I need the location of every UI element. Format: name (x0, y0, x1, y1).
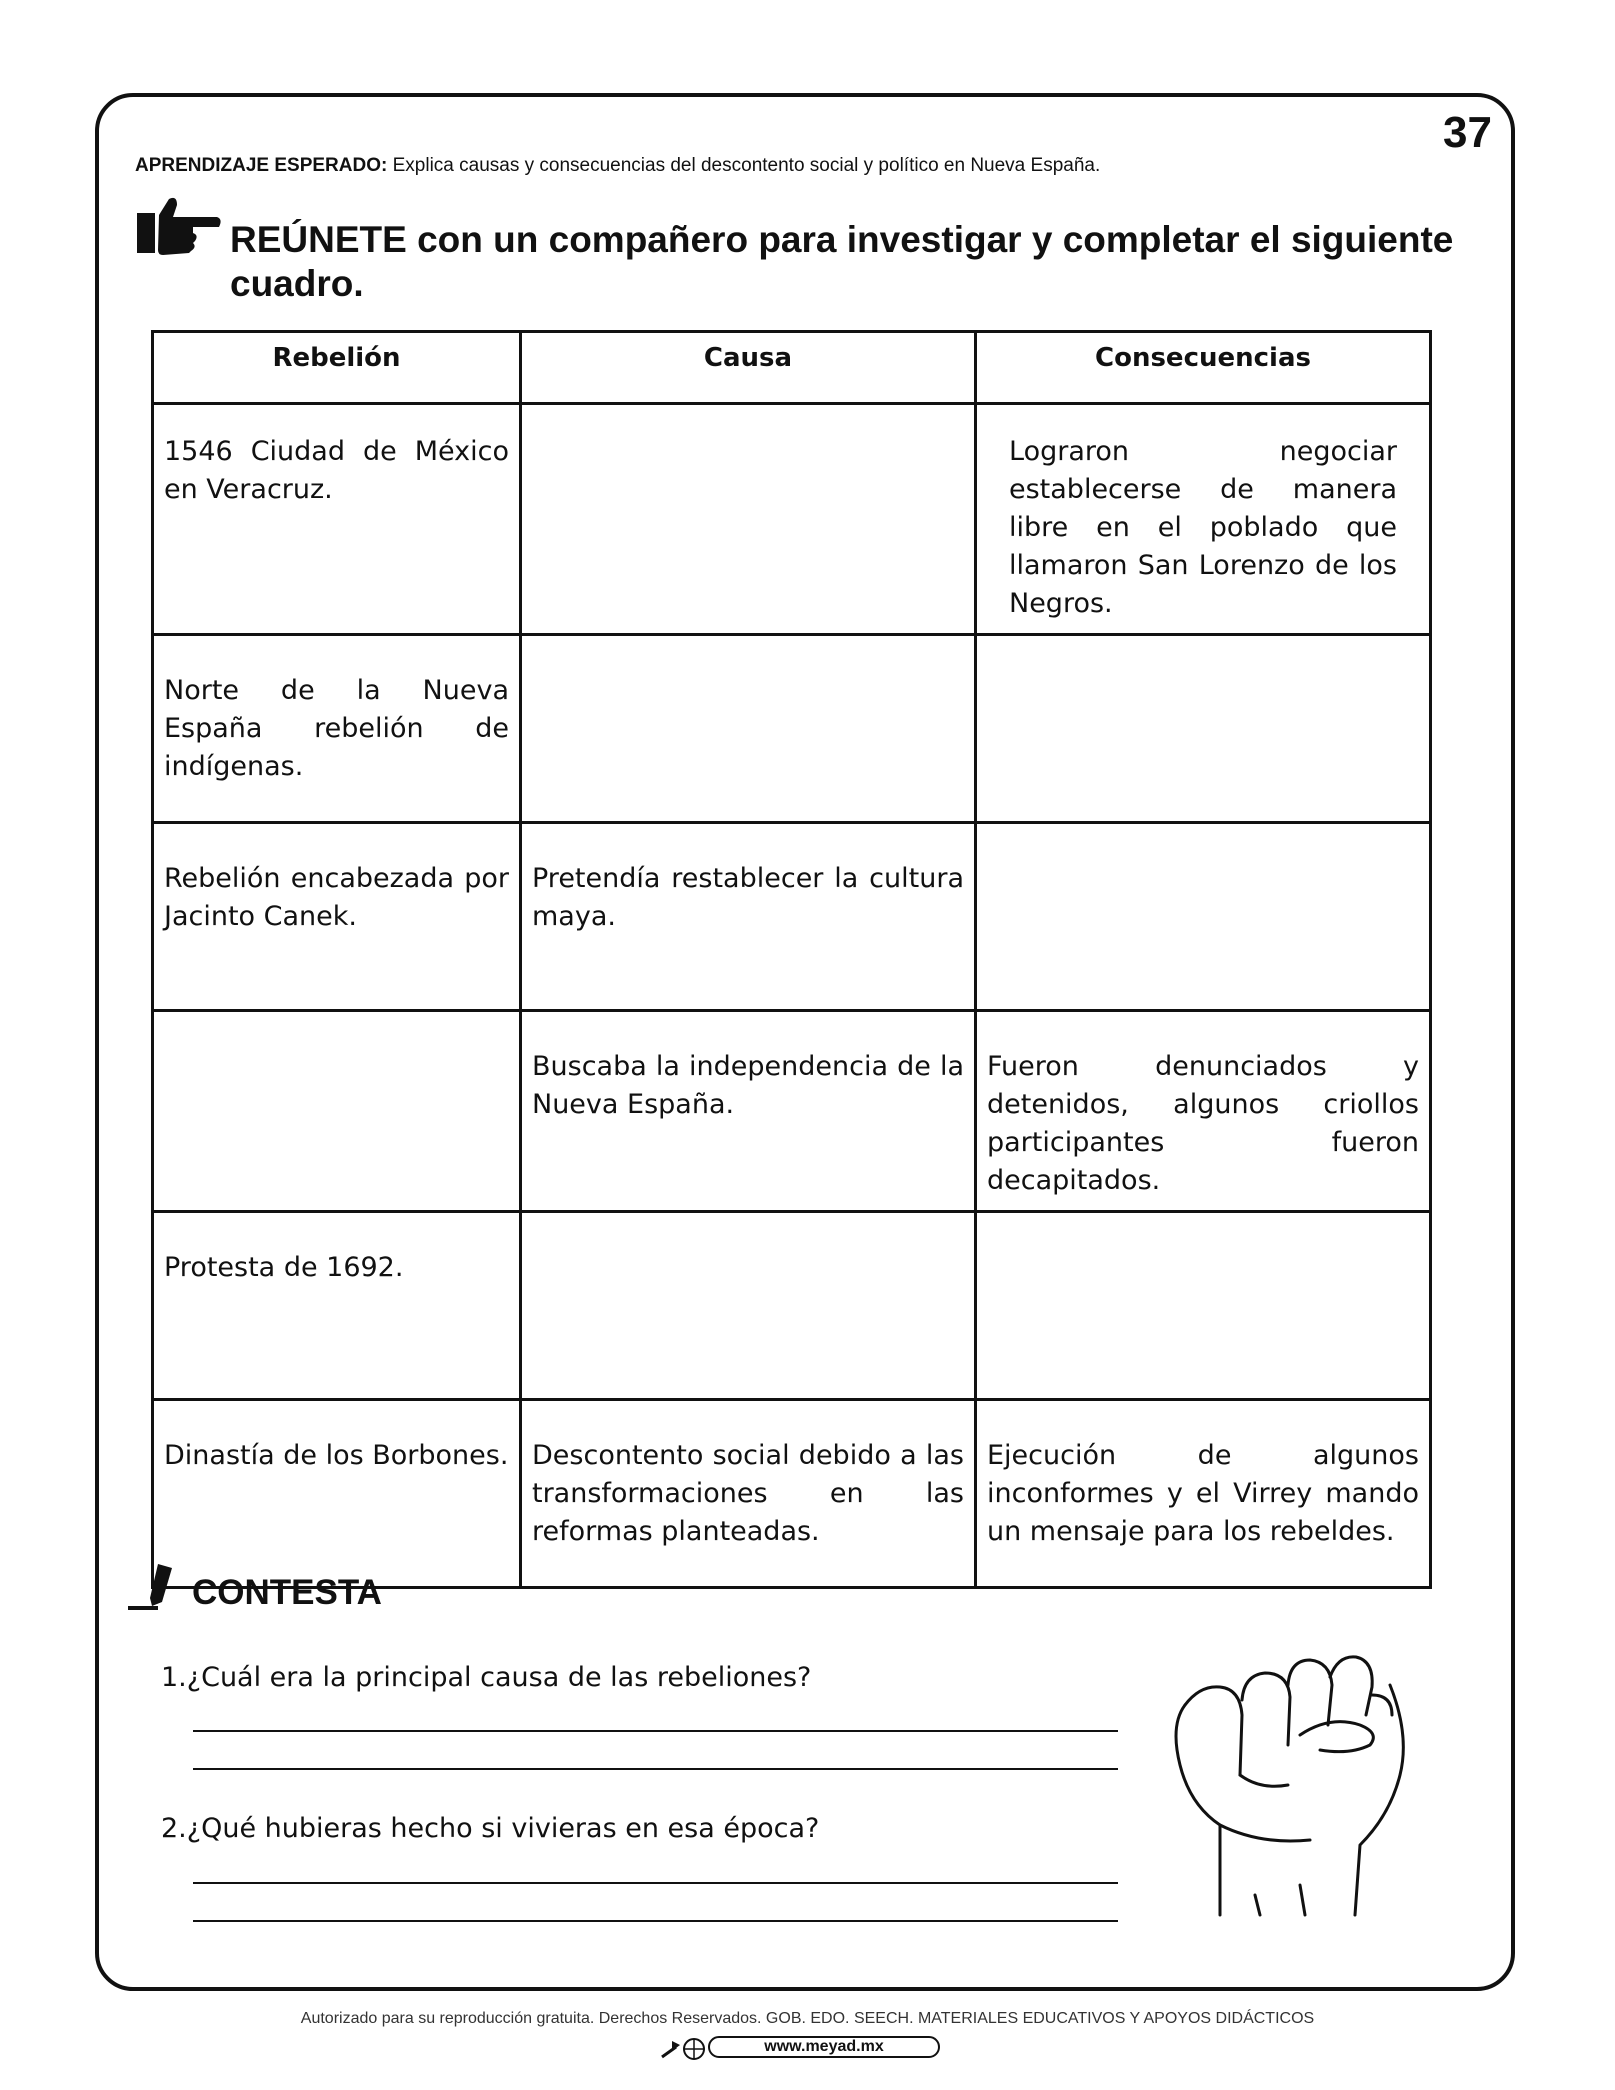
cell-rebelion: Rebelión encabezada por Jacinto Canek. (153, 823, 521, 1011)
cell-rebelion[interactable] (153, 1011, 521, 1212)
cell-consecuencias[interactable] (976, 823, 1431, 1011)
section-title: CONTESTA (192, 1573, 382, 1612)
table-row (153, 404, 1431, 635)
table-row (153, 1400, 1431, 1588)
cell-causa[interactable] (521, 404, 976, 635)
answer-line[interactable] (193, 1920, 1118, 1922)
table-row (153, 1212, 1431, 1400)
header-causa: Causa (521, 332, 976, 404)
cell-consecuencias[interactable] (976, 635, 1431, 823)
answer-line[interactable] (193, 1882, 1118, 1884)
header-rebelion: Rebelión (153, 332, 521, 404)
table-row (153, 823, 1431, 1011)
instruction-text: REÚNETE con un compañero para investigar y completar el siguiente cuadro. (230, 219, 1454, 304)
cell-rebelion: Protesta de 1692. (153, 1212, 521, 1400)
table-row (153, 635, 1431, 823)
cell-causa: Pretendía restablecer la cultura maya. (521, 823, 976, 1011)
pencil-icon (128, 1562, 180, 1612)
cell-causa: Descontento social debido a las transformaciones en las reformas planteadas. (521, 1400, 976, 1588)
header-consecuencias: Consecuencias (976, 332, 1431, 404)
page-number: 37 (1443, 108, 1492, 157)
cell-causa: Buscaba la independencia de la Nueva España. (521, 1011, 976, 1212)
learning-objective (135, 155, 1100, 177)
cell-causa[interactable] (521, 1212, 976, 1400)
raised-fist-icon (1160, 1615, 1440, 1925)
table-header-row (153, 332, 1431, 404)
cell-consecuencias: Fueron denunciados y detenidos, algunos criollos participantes fueron decapitados. (976, 1011, 1431, 1212)
footer-url (660, 2033, 950, 2063)
cell-consecuencias: Ejecución de algunos inconformes y el Virrey mando un mensaje para los rebeldes. (976, 1400, 1431, 1588)
question-1: 1.¿Cuál era la principal causa de las rebeliones? (161, 1662, 812, 1693)
footer-rights-text: Autorizado para su reproducción gratuita. Derechos Reservados. GOB. EDO. SEECH. MATERIALES EDUCATIVOS Y APOYOS DIDÁCTICOS (300, 2010, 1315, 2027)
cell-consecuencias: Lograron negociar establecerse de manera libre en el poblado que llamaron San Lorenzo de los Negros. (976, 404, 1431, 635)
table-row (153, 1011, 1431, 1212)
cell-rebelion: Norte de la Nueva España rebelión de indígenas. (153, 635, 521, 823)
website-link[interactable]: www.meyad.mx (708, 2036, 940, 2058)
objective-text: Explica causas y consecuencias del descontento social y político en Nueva España. (387, 155, 1101, 176)
answer-line[interactable] (193, 1768, 1118, 1770)
cell-rebelion: Dinastía de los Borbones. (153, 1400, 521, 1588)
answer-line[interactable] (193, 1730, 1118, 1732)
arrow-globe-icon (660, 2035, 712, 2061)
activity-table (151, 330, 1432, 1589)
cell-rebelion: 1546 Ciudad de México en Veracruz. (153, 404, 521, 635)
question-2: 2.¿Qué hubieras hecho si vivieras en esa época? (161, 1813, 820, 1844)
pointing-hand-icon (133, 195, 223, 259)
cell-consecuencias[interactable] (976, 1212, 1431, 1400)
cell-causa[interactable] (521, 635, 976, 823)
objective-label: APRENDIZAJE ESPERADO: (135, 155, 388, 176)
